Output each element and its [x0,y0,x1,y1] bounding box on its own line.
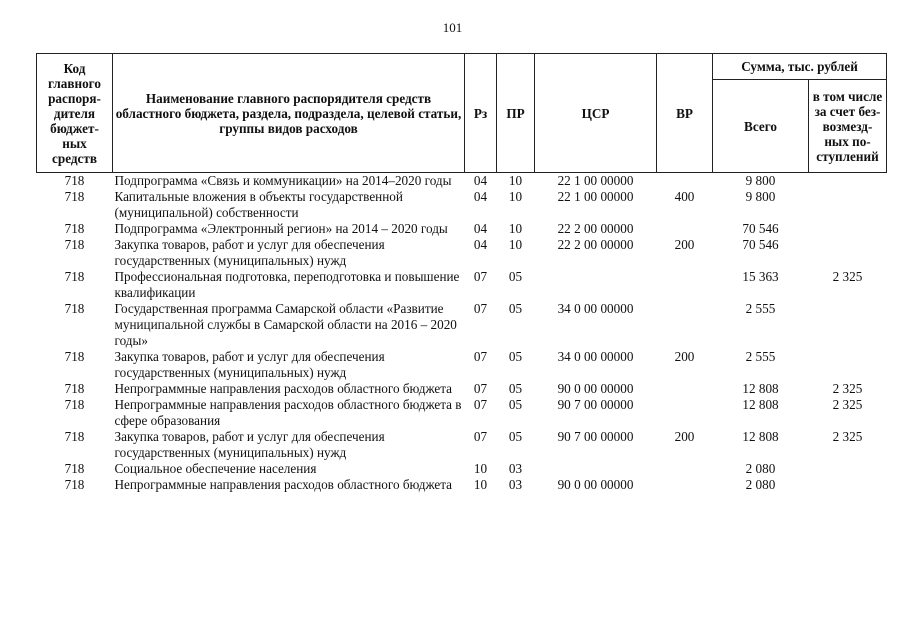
row-pr: 10 [508,189,523,204]
row-total: 12 808 [742,429,779,444]
row-code: 718 [64,221,85,236]
row-vr [657,461,713,477]
row-vr [657,301,713,349]
row-csr: 22 1 00 00000 [557,173,634,188]
row-code: 718 [64,189,85,204]
row-free: 2 325 [832,397,863,412]
row-free [809,189,887,221]
header-sum-group: Сумма, тыс. рублей [713,54,887,80]
row-pr: 03 [508,477,523,492]
row-rz: 10 [473,477,488,492]
row-free: 2 325 [832,381,863,396]
row-pr: 05 [508,349,523,364]
row-name: Профессиональная подготовка, переподготовка и повышение квалификации [114,269,460,300]
header-total: Всего [713,80,809,173]
row-csr: 90 0 00 00000 [557,477,634,492]
row-code: 718 [64,301,85,316]
page-number: 101 [442,20,463,35]
row-code: 718 [64,461,85,476]
row-pr: 10 [508,173,523,188]
row-vr [657,381,713,397]
row-name: Непрограммные направления расходов областного бюджета [114,477,453,492]
table-row [37,269,887,301]
header-code: Код главного распоря-дителя бюджет-ных средств [37,54,113,173]
row-vr [657,477,713,493]
row-free: 2 325 [832,429,863,444]
header-vr: ВР [657,54,713,173]
row-total: 9 800 [745,173,776,188]
row-free [809,301,887,349]
row-csr: 34 0 00 00000 [557,301,634,316]
row-code: 718 [64,381,85,396]
row-csr [535,269,657,301]
row-rz: 07 [473,381,488,396]
table-body [37,173,887,494]
row-code: 718 [64,173,85,188]
row-name: Подпрограмма «Электронный регион» на 2014 – 2020 годы [114,221,448,236]
row-name: Капитальные вложения в объекты государственной (муниципальной) собственности [114,189,403,220]
row-pr: 05 [508,429,523,444]
row-pr: 05 [508,269,523,284]
row-name: Непрограммные направления расходов областного бюджета в сфере образования [114,397,462,428]
row-rz: 04 [473,189,488,204]
row-csr: 90 0 00 00000 [557,381,634,396]
row-vr: 200 [674,349,695,364]
table-row [37,429,887,461]
row-total: 70 546 [742,221,779,236]
row-total: 2 555 [745,349,776,364]
row-rz: 07 [473,301,488,316]
row-vr: 200 [674,429,695,444]
row-name: Социальное обеспечение населения [114,461,317,476]
row-csr: 34 0 00 00000 [557,349,634,364]
row-total: 2 080 [745,461,776,476]
row-rz: 07 [473,349,488,364]
row-total: 2 555 [745,301,776,316]
header-csr: ЦСР [535,54,657,173]
header-free: в том числе за счет без-возмезд-ных по-ступлений [809,80,887,173]
row-total: 12 808 [742,381,779,396]
table-row [37,301,887,349]
row-total: 12 808 [742,397,779,412]
row-free [809,461,887,477]
row-total: 9 800 [745,189,776,204]
table-row [37,237,887,269]
row-code: 718 [64,397,85,412]
row-vr [657,221,713,237]
table-row [37,221,887,237]
row-rz: 04 [473,173,488,188]
row-free: 2 325 [832,269,863,284]
row-code: 718 [64,429,85,444]
row-rz: 07 [473,397,488,412]
row-free [809,477,887,493]
row-total: 2 080 [745,477,776,492]
row-rz: 10 [473,461,488,476]
row-rz: 07 [473,429,488,444]
row-vr: 200 [674,237,695,252]
table-row [37,381,887,397]
row-code: 718 [64,237,85,252]
row-free [809,173,887,190]
row-pr: 10 [508,237,523,252]
row-code: 718 [64,269,85,284]
row-rz: 04 [473,237,488,252]
row-pr: 05 [508,397,523,412]
row-total: 15 363 [742,269,779,284]
row-csr: 22 2 00 00000 [557,237,634,252]
row-total: 70 546 [742,237,779,252]
row-pr: 10 [508,221,523,236]
header-name: Наименование главного распорядителя средств областного бюджета, раздела, подраздела, целевой статьи, группы видов расходов [113,54,465,173]
table-row [37,477,887,493]
row-code: 718 [64,477,85,492]
table-row [37,461,887,477]
row-name: Закупка товаров, работ и услуг для обеспечения государственных (муниципальных) нужд [114,349,385,380]
row-csr: 90 7 00 00000 [557,429,634,444]
row-name: Подпрограмма «Связь и коммуникации» на 2014–2020 годы [114,173,452,188]
table-row [37,397,887,429]
row-name: Государственная программа Самарской области «Развитие муниципальной службы в Самарской области на 2016 – 2020 годы» [114,301,457,348]
header-rz: Рз [465,54,497,173]
table-row [37,189,887,221]
row-rz: 07 [473,269,488,284]
row-name: Закупка товаров, работ и услуг для обеспечения государственных (муниципальных) нужд [114,429,385,460]
row-csr: 22 2 00 00000 [557,221,634,236]
row-vr [657,173,713,190]
row-vr: 400 [674,189,695,204]
row-pr: 05 [508,301,523,316]
row-csr [535,461,657,477]
table-row [37,349,887,381]
row-name: Закупка товаров, работ и услуг для обеспечения государственных (муниципальных) нужд [114,237,385,268]
row-pr: 03 [508,461,523,476]
header-pr: ПР [497,54,535,173]
row-vr [657,397,713,429]
row-csr: 90 7 00 00000 [557,397,634,412]
row-code: 718 [64,349,85,364]
row-rz: 04 [473,221,488,236]
row-name: Непрограммные направления расходов областного бюджета [114,381,453,396]
row-csr: 22 1 00 00000 [557,189,634,204]
row-pr: 05 [508,381,523,396]
budget-table [36,53,887,493]
row-free [809,237,887,269]
row-free [809,349,887,381]
table-row [37,173,887,190]
row-free [809,221,887,237]
row-vr [657,269,713,301]
